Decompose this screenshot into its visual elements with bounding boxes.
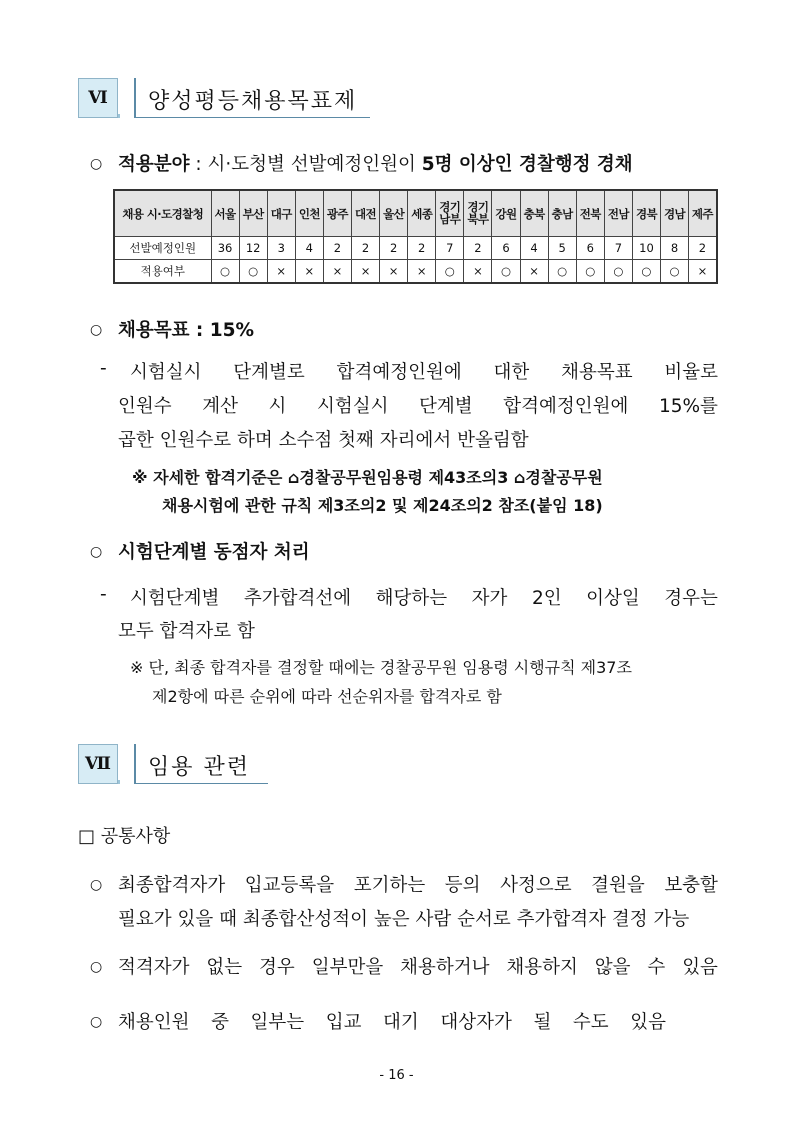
planned-count-cell: 10 [632,237,660,260]
word: 채용하지 [506,957,578,978]
word: 15%를 [658,396,718,417]
table-header-first: 채용 시·도경찰청 [114,190,211,237]
goal-note-line2: 채용시험에 관한 규칙 제3조의2 및 제24조의2 참조(붙임 18) [162,496,603,515]
planned-count-cell: 12 [239,237,267,260]
applied-flag-cell: × [408,260,436,284]
common-heading [78,822,170,848]
table-row-applied [114,260,717,284]
word: 채용인원 [118,1012,190,1033]
planned-count-cell: 2 [408,237,436,260]
word: 일부는 [250,1012,305,1033]
section7-title: 임용 관련 [148,755,251,780]
checkbox-icon: □ [78,826,96,847]
word: 적격자가 [118,957,190,978]
planned-count-cell: 6 [576,237,604,260]
section6-title-underline [134,117,370,118]
common-label: 공통사항 [100,826,171,847]
word: 있음 [682,957,718,978]
applied-flag-cell: × [520,260,548,284]
section6-title: 양성평등채용목표제 [148,89,358,114]
region-header-cell: 대전 [351,190,379,237]
bullet-icon: ○ [90,959,103,975]
planned-count-cell: 6 [492,237,520,260]
word: 최종합격자가 [118,875,226,896]
planned-count-cell: 5 [548,237,576,260]
table-row-planned [114,237,717,260]
region-header-cell: 강원 [492,190,520,237]
word: 채용목표 [561,362,633,383]
region-header-cell: 전남 [604,190,632,237]
planned-count-cell: 4 [295,237,323,260]
planned-count-cell: 4 [520,237,548,260]
word: 수 [647,957,666,978]
region-table [113,189,718,284]
applied-flag-cell: ○ [661,260,689,284]
region-header-cell: 경남 [661,190,689,237]
tie-note-line1: ※ 단, 최종 합격자를 결정할 때에는 경찰공무원 임용령 시행규칙 제37조 [130,658,632,677]
applied-flag-cell: × [267,260,295,284]
region-header-cell: 전북 [576,190,604,237]
planned-count-cell: 2 [380,237,408,260]
section7-title-underline [134,783,268,784]
planned-count-cell: 7 [604,237,632,260]
tie-desc-line2: 모두 합격자로 함 [118,621,255,642]
applied-flag-cell: × [351,260,379,284]
apply-label: 적용분야 [118,154,190,175]
apply-colon: : [189,154,208,175]
region-header-cell: 경북 [632,190,660,237]
tie-desc-line1 [130,584,718,610]
region-header-cell: 서울 [211,190,239,237]
word: 이상일 [586,588,640,609]
applied-flag-cell: × [295,260,323,284]
applied-flag-cell: ○ [632,260,660,284]
goal-desc-line1 [130,358,718,384]
word: 대한 [493,362,530,383]
region-header-cell: 부산 [239,190,267,237]
page-number: - 16 - [379,1068,414,1083]
word: 않을 [594,957,631,978]
word: 채용하거나 [400,957,490,978]
bullet-icon: ○ [90,156,103,172]
word: 포기하는 [353,875,426,896]
word: 해당하는 [375,588,448,609]
tie-note-line2: 제2항에 따른 순위에 따라 선순위자를 합격자로 함 [152,687,502,706]
region-header-cell: 경기 북부 [464,190,492,237]
word: 경우는 [664,588,718,609]
row-label-planned: 선발예정인원 [114,237,211,260]
word: 2인 [531,588,562,609]
word: 등의 [444,875,481,896]
planned-count-cell: 3 [267,237,295,260]
planned-count-cell: 2 [323,237,351,260]
table-header-row [114,190,717,237]
applied-flag-cell: × [323,260,351,284]
applied-flag-cell: × [380,260,408,284]
word: 경우 [259,957,295,978]
applied-flag-cell: ○ [492,260,520,284]
word: 자가 [471,588,508,609]
planned-count-cell: 2 [464,237,492,260]
goal-label: 채용목표 : 15% [118,320,255,341]
planned-count-cell: 36 [211,237,239,260]
word: 사정으로 [500,875,572,896]
word: 합격예정인원에 [336,362,462,383]
word: 입교등록을 [244,875,335,896]
region-header-cell: 충남 [548,190,576,237]
word: 될 [533,1012,552,1033]
region-header-cell: 충북 [520,190,548,237]
goal-desc-line3: 곱한 인원수로 하며 소수점 첫째 자리에서 반올림함 [118,430,529,451]
applied-flag-cell: ○ [548,260,576,284]
applied-flag-cell: × [689,260,717,284]
region-header-cell: 세종 [408,190,436,237]
section7-divider [134,744,136,784]
region-header-cell: 인천 [295,190,323,237]
bullet-icon: ○ [90,1014,103,1030]
word: 없는 [206,957,243,978]
region-header-cell: 제주 [689,190,717,237]
word: 대기 [383,1012,419,1033]
dash-icon: - [100,358,107,379]
word: 추가합격선에 [243,588,352,609]
planned-count-cell: 7 [436,237,464,260]
apply-text: 시·도청별 선발예정인원이 [207,154,422,175]
row-label-applied: 적용여부 [114,260,211,284]
word: 시험실시 [316,396,389,417]
word: 보충할 [664,875,718,896]
word: 수도 [572,1012,609,1033]
planned-count-cell: 8 [661,237,689,260]
section6-divider [134,78,136,118]
dash-icon: - [100,584,107,605]
apply-line [118,150,633,176]
word: 단계별 [419,396,473,417]
bullet-icon: ○ [90,544,103,560]
word: 입교 [325,1012,362,1033]
word: 대상자가 [440,1012,512,1033]
apply-bold: 5명 이상인 경찰행정 경채 [421,154,633,175]
applied-flag-cell: ○ [576,260,604,284]
region-header-cell: 경기 남부 [436,190,464,237]
word: 일부만을 [311,957,384,978]
item1-line2: 필요가 있을 때 최종합산성적이 높은 사람 순서로 추가합격자 결정 가능 [118,909,690,930]
applied-flag-cell: ○ [211,260,239,284]
planned-count-cell: 2 [689,237,717,260]
bullet-icon: ○ [90,877,103,893]
word: 인원수 [118,396,172,417]
applied-flag-cell: × [464,260,492,284]
applied-flag-cell: ○ [239,260,267,284]
item3-line1 [118,1008,666,1034]
word: 시험실시 [130,362,202,383]
section7-number: Ⅶ [85,754,111,774]
goal-note-line1: ※ 자세한 합격기준은 ⌂경찰공무원임용령 제43조의3 ⌂경찰공무원 [132,468,603,487]
word: 있음 [630,1012,666,1033]
section6-number-box [78,78,118,118]
bullet-icon: ○ [90,322,103,338]
word: 계산 [202,396,238,417]
word: 시험단계별 [130,588,220,609]
word: 단계별로 [233,362,305,383]
region-header-cell: 울산 [380,190,408,237]
item1-line1 [118,871,718,897]
region-header-cell: 대구 [267,190,295,237]
planned-count-cell: 2 [351,237,379,260]
region-header-cell: 광주 [323,190,351,237]
word: 시 [268,396,287,417]
applied-flag-cell: ○ [436,260,464,284]
word: 중 [211,1012,229,1033]
section7-number-box [78,744,118,784]
word: 결원을 [591,875,645,896]
word: 비율로 [664,362,718,383]
goal-desc-line2 [118,392,718,418]
section6-number: Ⅵ [88,88,108,108]
tie-label: 시험단계별 동점자 처리 [118,542,310,563]
applied-flag-cell: ○ [604,260,632,284]
item2-line1 [118,953,718,979]
word: 합격예정인원에 [503,396,629,417]
